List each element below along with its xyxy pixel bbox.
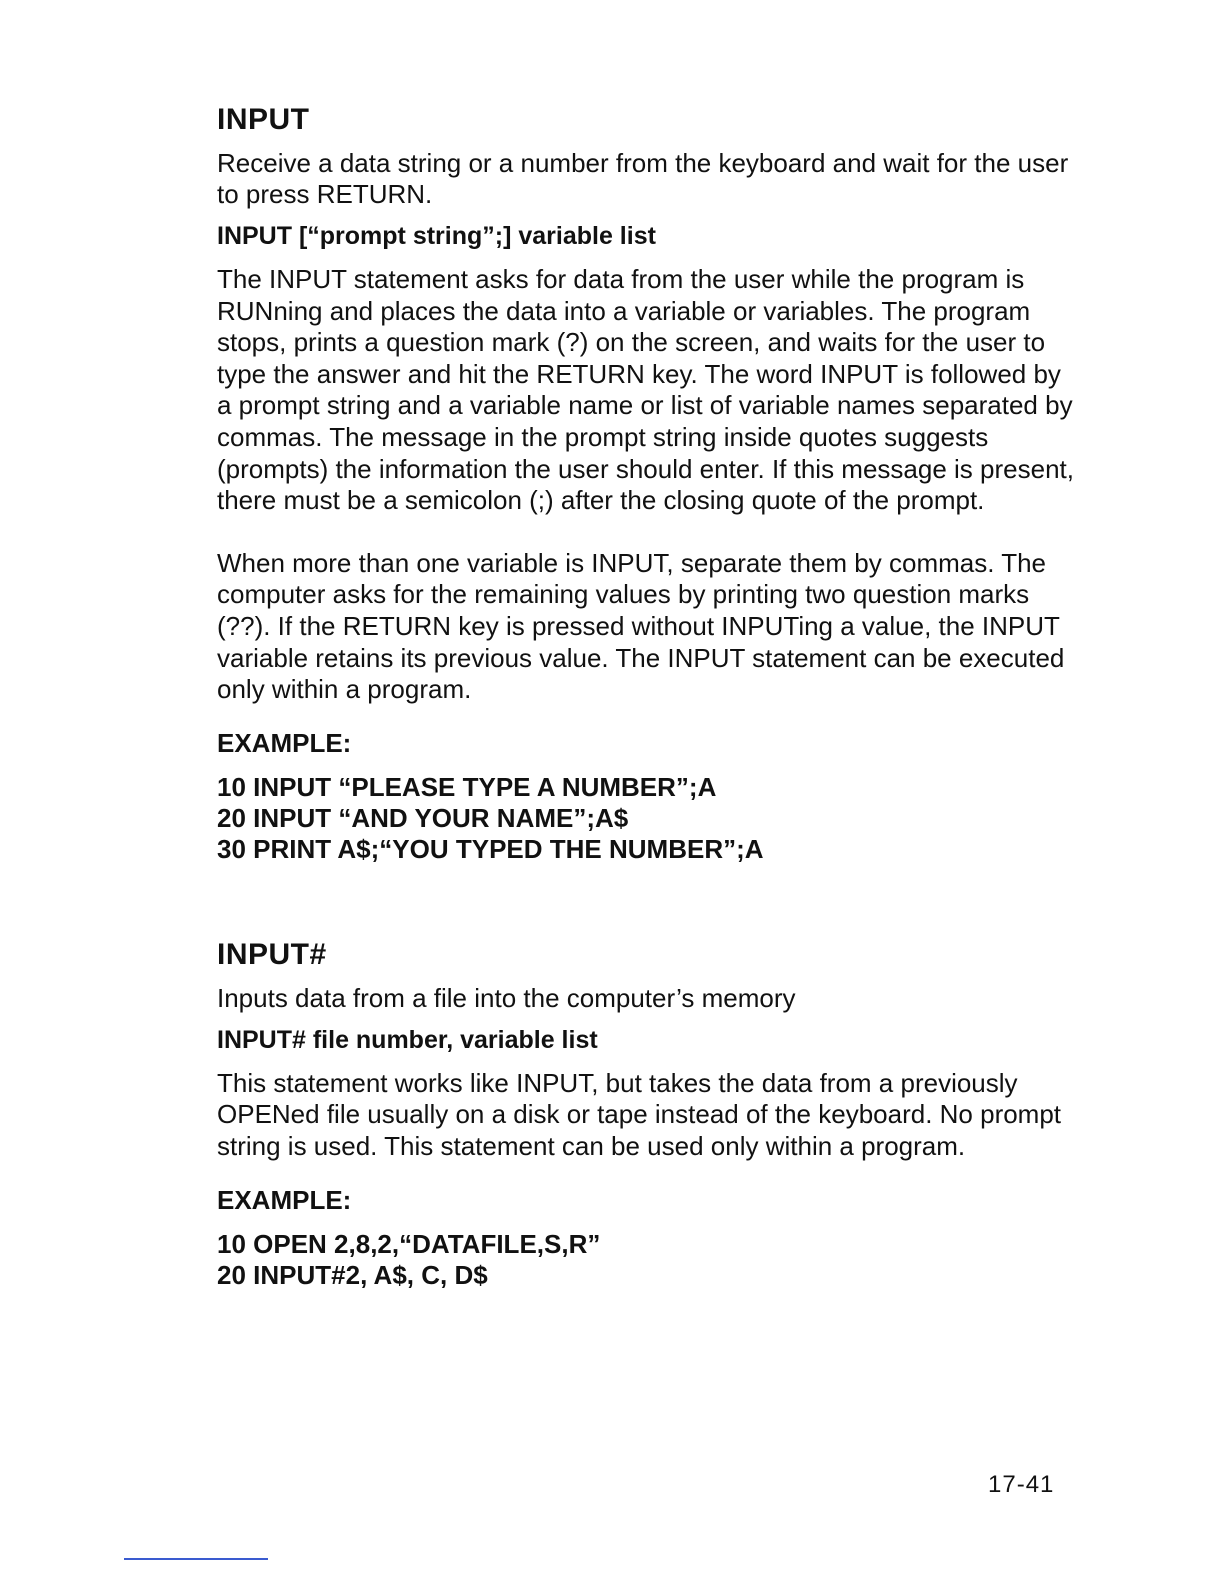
syntax-line: INPUT [“prompt string”;] variable list [217, 222, 656, 250]
body-paragraph: This statement works like INPUT, but takes the data from a previously OPENed file usually on a disk or tape instead of the keyboard. No prompt string is used. This statement can be used only within a program. [217, 1067, 1062, 1161]
page-number: 17-41 [988, 1471, 1055, 1498]
code-line: 10 INPUT “PLEASE TYPE A NUMBER”;A [217, 771, 717, 802]
body-paragraph: The INPUT statement asks for data from the user while the program is RUNning and places the data into a variable or variables. The program stops, prints a question mark (?) on the screen, and waits for the user to type the answer and hit the RETURN key. The word INPUT is followed by a prompt string and a variable name or list of variable names separated by commas. The message in the prompt string inside quotes suggests (prompts) the information the user should enter. If this message is present, there must be a semicolon (;) after the closing quote of the prompt. [217, 264, 1074, 516]
code-example [217, 772, 1077, 865]
bottom-rule [124, 1558, 268, 1560]
code-line: 20 INPUT#2, A$, C, D$ [217, 1259, 488, 1290]
section-description: Receive a data string or a number from the keyboard and wait for the user to press RETURN. [217, 148, 1069, 209]
example-label: EXAMPLE: [217, 727, 352, 758]
code-line: 10 OPEN 2,8,2,“DATAFILE,S,R” [217, 1228, 601, 1259]
code-line: 30 PRINT A$;“YOU TYPED THE NUMBER”;A [217, 833, 764, 864]
section-heading: INPUT# [217, 937, 327, 971]
body-paragraph: When more than one variable is INPUT, separate them by commas. The computer asks for the remaining values by printing two question marks (??). If the RETURN key is pressed without INPUTing a value, the INPUT variable retains its previous value. The INPUT statement can be executed only within a program. [217, 547, 1065, 705]
syntax-line: INPUT# file number, variable list [217, 1025, 598, 1054]
section-input-hash [217, 935, 1077, 1291]
manual-page [217, 100, 1077, 1291]
example-label: EXAMPLE: [217, 1184, 352, 1215]
code-line: 20 INPUT “AND YOUR NAME”;A$ [217, 802, 629, 833]
section-input [217, 100, 1077, 865]
section-heading: INPUT [217, 103, 310, 136]
code-example [217, 1229, 1077, 1291]
section-description: Inputs data from a file into the computer’s memory [217, 982, 796, 1013]
